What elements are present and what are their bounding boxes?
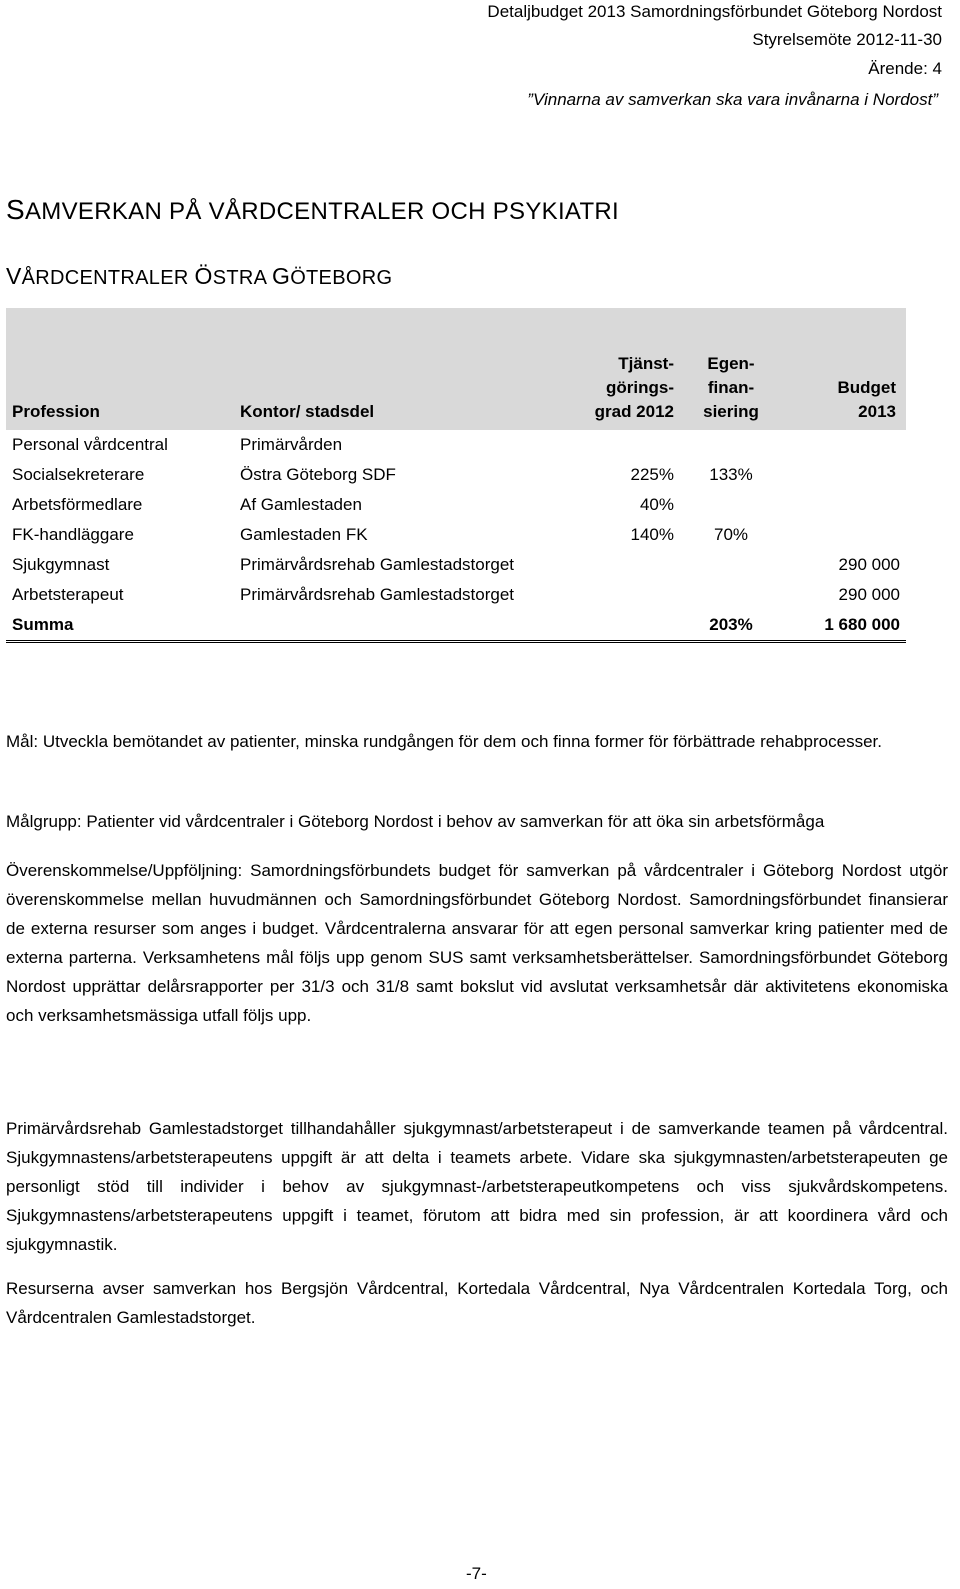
- cell-office: Af Gamlestaden: [240, 495, 362, 514]
- cell-budget: [782, 520, 906, 550]
- header-profession: Profession: [6, 308, 234, 430]
- table-row: [6, 460, 906, 490]
- cell-profession: Socialsekreterare: [12, 465, 145, 484]
- cell-profession: FK-handläggare: [12, 525, 134, 544]
- cell-profession: Arbetsförmedlare: [12, 495, 143, 514]
- paragraph-goal: Mål: Utveckla bemötandet av patienter, minska rundgången för dem och finna former för förbättrade rehabprocesser.: [6, 732, 882, 751]
- cell-own-financing: 70%: [713, 525, 749, 544]
- table-row: [6, 580, 906, 610]
- cell-service-level: 140%: [630, 525, 674, 544]
- cell-office: Primärvården: [240, 435, 343, 454]
- header-document-title: Detaljbudget 2013 Samordningsförbundet Göteborg Nordost: [487, 2, 942, 21]
- cell-own-financing: [680, 550, 782, 580]
- cell-own-financing: [680, 430, 782, 460]
- cell-office: Primärvårdsrehab Gamlestadstorget: [240, 585, 515, 604]
- cell-service-level: 40%: [639, 495, 674, 514]
- cell-office: Gamlestaden FK: [240, 525, 368, 544]
- cell-own-financing: 133%: [709, 465, 753, 484]
- header-office: Kontor/ stadsdel: [234, 308, 564, 430]
- cell-profession: Sjukgymnast: [12, 555, 110, 574]
- cell-budget: [782, 460, 906, 490]
- budget-table: [6, 308, 906, 643]
- sum-empty: [234, 610, 564, 642]
- cell-budget: 290 000: [838, 555, 900, 574]
- cell-own-financing: [680, 490, 782, 520]
- section-subtitle: VÅRDCENTRALER ÖSTRA GÖTEBORG: [6, 263, 393, 289]
- sum-budget: 1 680 000: [782, 610, 906, 642]
- table-row: [6, 490, 906, 520]
- cell-office: Primärvårdsrehab Gamlestadstorget: [240, 555, 515, 574]
- cell-service-level: [564, 580, 680, 610]
- table-header-row: [6, 308, 906, 430]
- cell-budget: 290 000: [838, 585, 900, 604]
- sum-empty: [564, 610, 680, 642]
- paragraph-rehab: Primärvårdsrehab Gamlestadstorget tillhandahåller sjukgymnast/arbetsterapeut i de samverkande teamen på vårdcentral. Sjukgymnastens/arbetsterapeutens uppgift är att delta i teamets arbete. Vidare ska sjukgymnasten/arbetsterapeuten ge personligt stöd till individer i behov av sjukgymnast-/arbetsterapeutkompetens och viss sjukvårdskompetens. Sjukgymnastens/arbetsterapeutens uppgift i teamet, förutom att bidra med sin profession, är att koordinera vård och sjukgymnastik.: [6, 1119, 948, 1254]
- section-title: SAMVERKAN PÅ VÅRDCENTRALER OCH PSYKIATRI: [6, 194, 620, 225]
- table-row: [6, 550, 906, 580]
- header-service-level: Tjänst- görings- grad 2012: [564, 308, 680, 430]
- header-own-financing: Egen- finan- siering: [680, 308, 782, 430]
- cell-service-level: [564, 550, 680, 580]
- header-agenda-item: Ärende: 4: [868, 59, 942, 78]
- cell-service-level: [564, 430, 680, 460]
- motto: ”Vinnarna av samverkan ska vara invånarna i Nordost”: [527, 90, 938, 109]
- table-sum-row: [6, 610, 906, 642]
- cell-budget: [782, 430, 906, 460]
- table-row: [6, 430, 906, 460]
- sum-label: Summa: [6, 610, 234, 642]
- cell-own-financing: [680, 580, 782, 610]
- cell-profession: Arbetsterapeut: [12, 585, 124, 604]
- cell-profession: Personal vårdcentral: [12, 435, 168, 454]
- cell-budget: [782, 490, 906, 520]
- paragraph-resources: Resurserna avser samverkan hos Bergsjön Vårdcentral, Kortedala Vårdcentral, Nya Vårdcentralen Kortedala Torg, och Vårdcentralen Gamlestadstorget.: [6, 1279, 948, 1327]
- header-meeting-date: Styrelsemöte 2012-11-30: [752, 30, 942, 49]
- page-number: -7-: [466, 1564, 487, 1583]
- paragraph-target-group: Målgrupp: Patienter vid vårdcentraler i Göteborg Nordost i behov av samverkan för att öka sin arbetsförmåga: [6, 812, 825, 831]
- cell-service-level: 225%: [630, 465, 674, 484]
- paragraph-agreement: Överenskommelse/Uppföljning: Samordningsförbundets budget för samverkan på vårdcentraler i Göteborg Nordost utgör överenskommelse mellan huvudmännen och Samordningsförbundet Göteborg Nordost. Samordningsförbundet finansierar de externa resurser som anges i budget. Vårdcentralerna ansvarar för att egen personal samverkar kring patienter med de externa parterna. Verksamhetens mål följs upp genom SUS samt verksamhetsberättelser. Samordningsförbundet Göteborg Nordost upprättar delårsrapporter per 31/3 och 31/8 samt bokslut vid avslutat verksamhetsår där aktivitetens ekonomiska och verksamhetsmässiga utfall följs upp.: [6, 861, 948, 1025]
- table-row: [6, 520, 906, 550]
- sum-own-financing: 203%: [680, 610, 782, 642]
- header-budget: Budget 2013: [782, 308, 906, 430]
- cell-office: Östra Göteborg SDF: [240, 465, 396, 484]
